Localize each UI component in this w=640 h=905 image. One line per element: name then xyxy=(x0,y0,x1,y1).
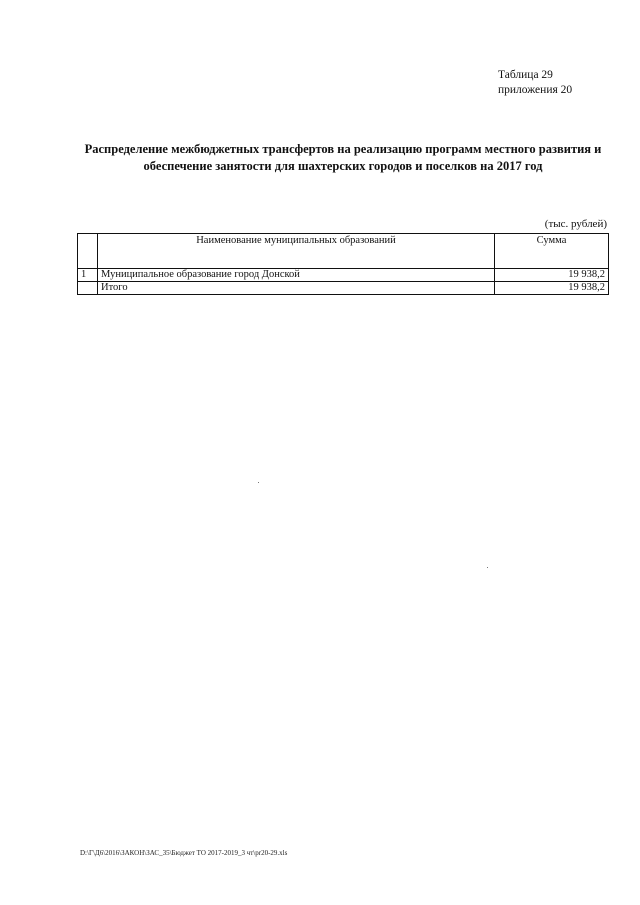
total-number xyxy=(78,282,98,295)
scan-speck xyxy=(487,567,488,568)
table-row xyxy=(78,269,609,282)
appendix-label: приложения 20 xyxy=(498,84,573,96)
header-municipality-name: Наименование муниципальных образований xyxy=(98,234,495,269)
scan-speck xyxy=(258,482,259,483)
row-number: 1 xyxy=(78,269,98,282)
total-label: Итого xyxy=(98,282,495,295)
total-sum: 19 938,2 xyxy=(495,282,609,295)
units-label: (тыс. рублей) xyxy=(544,218,607,230)
distribution-table xyxy=(77,233,609,295)
table-number-label: Таблица 29 xyxy=(498,69,553,81)
header-number xyxy=(78,234,98,269)
table-reference xyxy=(498,68,608,98)
document-title: Распределение межбюджетных трансфертов на реализацию программ местного развития и обеспечение занятости для шахтерских городов и поселков на 2017 год xyxy=(84,142,602,173)
file-path-footer: D:\Г\Д6\2016\ЗАКОН\ЗАС_35\Бюджет ТО 2017-2019_3 чт\pr20-29.xls xyxy=(80,849,288,857)
total-row xyxy=(78,282,609,295)
header-sum: Сумма xyxy=(495,234,609,269)
row-sum: 19 938,2 xyxy=(495,269,609,282)
row-municipality-name: Муниципальное образование город Донской xyxy=(98,269,495,282)
table-header-row xyxy=(78,234,609,269)
